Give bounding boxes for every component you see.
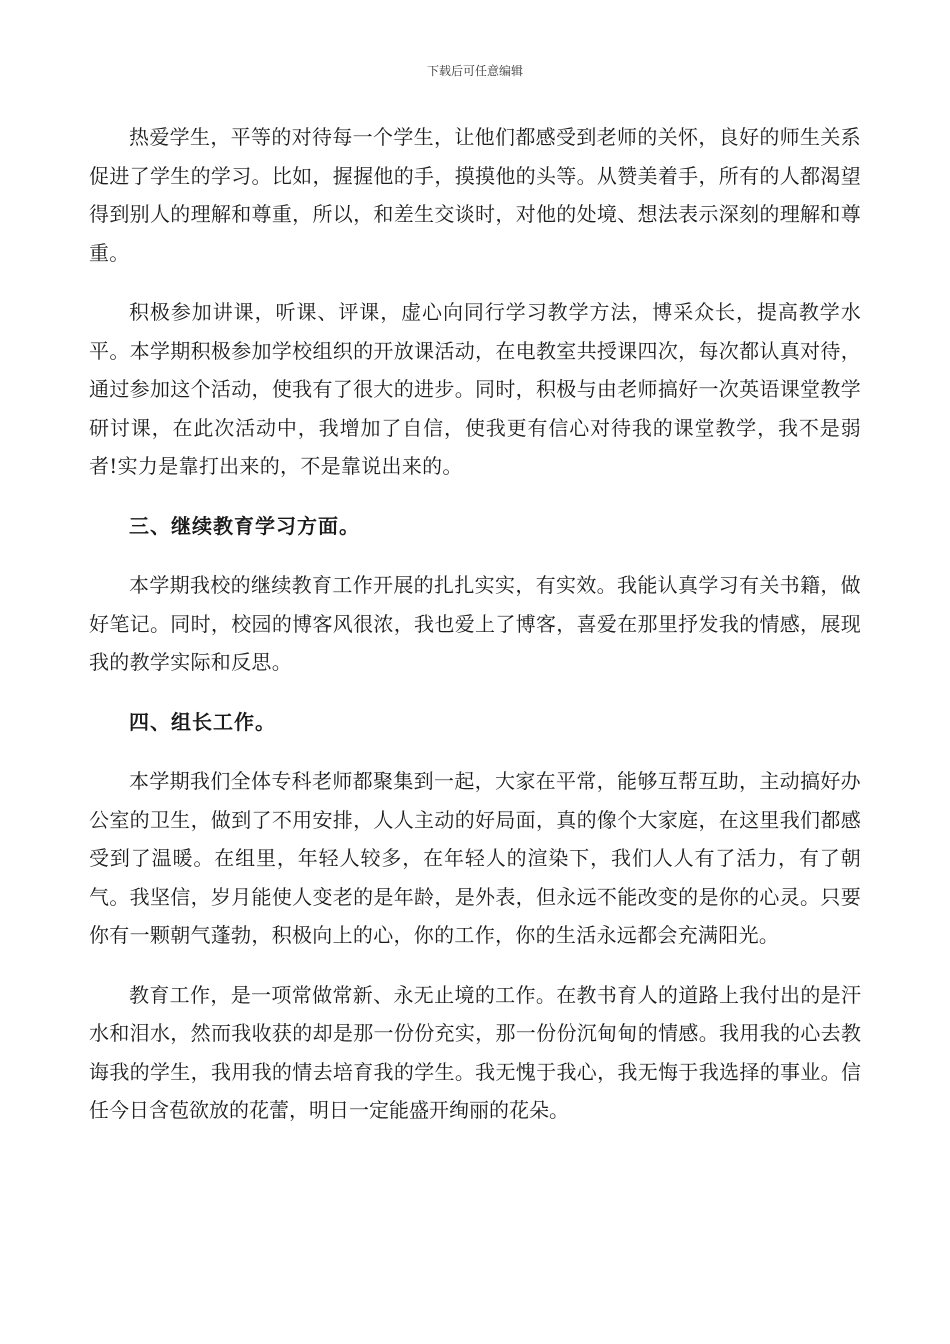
document-body: [89, 118, 861, 1151]
section-heading-group-leader: 四、组长工作。: [129, 709, 276, 734]
section-heading-continuing-education: 三、继续教育学习方面。: [129, 513, 360, 538]
page-header: 下载后可任意编辑: [426, 64, 523, 78]
paragraph-group-leader-work: 本学期我们全体专科老师都聚集到一起，大家在平常，能够互帮互助，主动搞好办公室的卫生，做到了不用安排，人人主动的好局面，真的像个大家庭，在这里我们都感受到了温暖。在组里，年轻人较多，在年轻人的渲染下，我们人人有了活力，有了朝气。我坚信，岁月能使人变老的是年龄，是外表，但永远不能改变的是你的心灵。只要你有一颗朝气蓬勃，积极向上的心，你的工作，你的生活永远都会充满阳光。: [89, 769, 861, 947]
paragraph-continuing-education: 本学期我校的继续教育工作开展的扎扎实实，有实效。我能认真学习有关书籍，做好笔记。同时，校园的博客风很浓，我也爱上了博客，喜爱在那里抒发我的情感，展现我的教学实际和反思。: [89, 573, 861, 674]
paragraph-lesson-observation: 积极参加讲课，听课、评课，虚心向同行学习教学方法，博采众长，提高教学水平。本学期积极参加学校组织的开放课活动，在电教室共授课四次，每次都认真对待，通过参加这个活动，使我有了很大的进步。同时，积极与由老师搞好一次英语课堂教学研讨课，在此次活动中，我增加了自信，使我更有信心对待我的课堂教学，我不是弱者!实力是靠打出来的，不是靠说出来的。: [89, 300, 861, 478]
paragraph-caring-students: 热爱学生，平等的对待每一个学生，让他们都感受到老师的关怀，良好的师生关系促进了学生的学习。比如，握握他的手，摸摸他的头等。从赞美着手，所有的人都渴望得到别人的理解和尊重，所以，和差生交谈时，对他的处境、想法表示深刻的理解和尊重。: [89, 125, 861, 265]
paragraph-conclusion: 教育工作，是一项常做常新、永无止境的工作。在教书育人的道路上我付出的是汗水和泪水，然而我收获的却是那一份份充实，那一份份沉甸甸的情感。我用我的心去教诲我的学生，我用我的情去培育我的学生。我无愧于我心，我无悔于我选择的事业。信任今日含苞欲放的花蕾，明日一定能盛开绚丽的花朵。: [89, 982, 861, 1122]
